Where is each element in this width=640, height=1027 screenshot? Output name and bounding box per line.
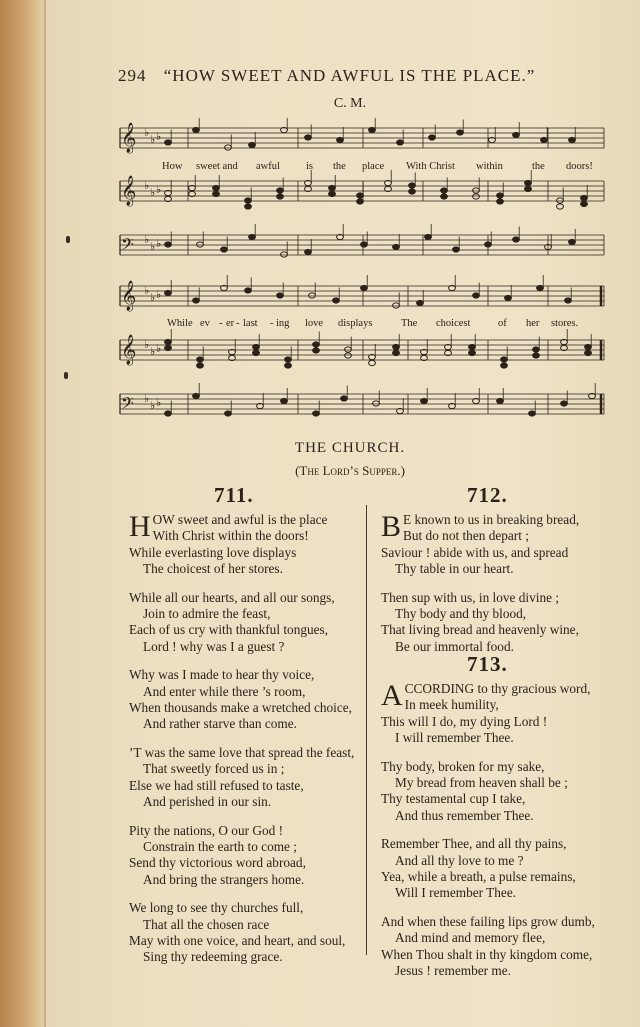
note-head — [429, 135, 436, 140]
verse-line: Else we had still refused to taste, — [129, 777, 304, 793]
note-head — [425, 234, 432, 239]
lyric-syllable: ing — [276, 318, 290, 329]
stanza — [381, 590, 616, 656]
note-head — [277, 188, 284, 193]
note-head — [533, 353, 540, 358]
note-head — [329, 185, 336, 190]
note-head — [225, 145, 232, 150]
flat-icon: ♭ — [150, 345, 156, 358]
note-head — [277, 194, 284, 199]
verse-line: That sweetly forced us in ; — [143, 761, 285, 777]
note-head — [513, 132, 520, 137]
note-head — [249, 142, 256, 147]
flat-icon: ♭ — [156, 396, 162, 409]
note-head — [361, 285, 368, 290]
margin-mark — [66, 236, 70, 243]
treble-clef-icon: 𝄞 — [121, 123, 137, 153]
flat-icon: ♭ — [144, 233, 150, 246]
lyric-syllable: awful — [256, 161, 280, 172]
note-head — [585, 344, 592, 349]
tune-title: “HOW SWEET AND AWFUL IS THE PLACE.” — [163, 66, 536, 85]
note-head — [485, 242, 492, 247]
note-head — [253, 350, 260, 355]
verse-line: I will remember Thee. — [395, 730, 514, 746]
stanza — [129, 823, 359, 889]
lyric-syllable: within — [476, 161, 503, 172]
note-head — [417, 300, 424, 305]
verse-line: Why was I made to hear thy voice, — [129, 667, 315, 683]
meter-label: C. M. — [333, 96, 367, 111]
note-head — [213, 185, 220, 190]
note-head — [281, 398, 288, 403]
note-head — [165, 345, 172, 350]
treble-clef-icon: 𝄞 — [121, 176, 137, 206]
section-title: THE CHURCH. — [294, 440, 406, 456]
verse-line: The choicest of her stores. — [143, 561, 283, 577]
hymn-first-line: ACCORDING to thy gracious word, — [381, 679, 591, 712]
stanza — [129, 667, 359, 733]
note-head — [313, 348, 320, 353]
note-head — [473, 293, 480, 298]
note-head — [245, 204, 252, 209]
lyric-syllable: - — [236, 318, 240, 329]
note-head — [393, 303, 400, 308]
flat-icon: ♭ — [144, 338, 150, 351]
note-head — [197, 357, 204, 362]
note-head — [277, 293, 284, 298]
stanza — [381, 759, 616, 825]
stanza — [381, 528, 616, 577]
verse-line: Thy testamental cup I take, — [381, 791, 526, 807]
hymn-number-711: 711. — [214, 483, 254, 507]
note-head — [193, 393, 200, 398]
flat-icon: ♭ — [156, 130, 162, 143]
verse-line: And rather starve than come. — [143, 716, 297, 732]
verse-line: Will I remember Thee. — [395, 885, 517, 901]
flat-icon: ♭ — [156, 237, 162, 250]
note-head — [165, 140, 172, 145]
stanza — [381, 914, 616, 980]
note-head — [505, 295, 512, 300]
verse-line: We long to see thy churches full, — [129, 900, 304, 916]
verse-line: When Thou shalt in thy kingdom come, — [381, 946, 593, 962]
hymn-first-line: B E known to us in breaking bread, — [381, 510, 580, 543]
margin-mark — [64, 372, 68, 379]
flat-icon: ♭ — [150, 240, 156, 253]
note-head — [561, 401, 568, 406]
note-head — [469, 350, 476, 355]
note-head — [369, 360, 376, 365]
note-head — [285, 363, 292, 368]
drop-cap: H — [129, 510, 151, 543]
flat-icon: ♭ — [156, 183, 162, 196]
note-head — [305, 135, 312, 140]
note-head — [213, 191, 220, 196]
verse-line: And perished in our sin. — [143, 794, 272, 810]
verse-line: In meek humility, — [404, 697, 499, 713]
note-head — [397, 140, 404, 145]
hymn-712-text — [381, 512, 616, 667]
note-head — [249, 234, 256, 239]
note-head — [197, 363, 204, 368]
note-head — [357, 193, 364, 198]
lyric-syllable: the — [333, 161, 346, 172]
note-head — [313, 411, 320, 416]
stanza — [129, 745, 359, 811]
note-head — [281, 252, 288, 257]
flat-icon: ♭ — [144, 284, 150, 297]
note-head — [409, 183, 416, 188]
verse-line: Be our immortal food. — [395, 638, 514, 654]
note-head — [345, 347, 352, 352]
lyric-syllable: - — [219, 318, 223, 329]
note-head — [309, 293, 316, 298]
note-head — [525, 180, 532, 185]
verse-line: Send thy victorious word abroad, — [129, 855, 306, 871]
note-head — [193, 127, 200, 132]
verse-line: Remember Thee, and all thy pains, — [381, 836, 567, 852]
note-head — [421, 398, 428, 403]
lyric-syllable: of — [498, 318, 507, 329]
verse-line: ’T was the same love that spread the feast, — [129, 744, 355, 760]
note-head — [473, 188, 480, 193]
note-head — [513, 237, 520, 242]
note-head — [453, 247, 460, 252]
note-head — [501, 357, 508, 362]
note-head — [585, 350, 592, 355]
stanza — [129, 528, 359, 577]
note-head — [581, 195, 588, 200]
verse-line: Jesus ! remember me. — [395, 963, 511, 979]
verse-line: And when these failing lips grow dumb, — [381, 913, 595, 929]
lyric-syllable: choicest — [436, 318, 471, 329]
verse-line: Sing thy redeeming grace. — [143, 949, 283, 965]
verse-line: And enter while there ’s room, — [143, 683, 306, 699]
flat-icon: ♭ — [150, 133, 156, 146]
lyric-syllable: her — [526, 318, 540, 329]
verse-line: And thus remember Thee. — [395, 807, 534, 823]
note-head — [473, 194, 480, 199]
note-head — [313, 342, 320, 347]
hymn-number-713: 713. — [467, 652, 508, 676]
verse-line: Saviour ! abide with us, and spread — [381, 544, 569, 560]
note-head — [165, 242, 172, 247]
note-head — [529, 411, 536, 416]
note-head — [441, 194, 448, 199]
verse-line: When thousands make a wretched choice, — [129, 700, 353, 716]
section-subtitle: (The Lord’s Supper.) — [295, 463, 405, 478]
flat-icon: ♭ — [144, 392, 150, 405]
bass-clef-icon: 𝄢 — [121, 234, 134, 258]
note-head — [245, 198, 252, 203]
verse-line: Constrain the earth to come ; — [143, 838, 297, 854]
verse-line: With Christ within the doors! — [152, 528, 309, 544]
note-head — [441, 188, 448, 193]
lyric-syllable: How — [162, 161, 183, 172]
bass-clef-icon: 𝄢 — [121, 393, 134, 417]
drop-cap: B — [381, 510, 402, 543]
book-spine — [0, 0, 44, 1027]
verse-line: Join to admire the feast, — [143, 606, 271, 622]
lyric-syllable: sweet and — [196, 161, 238, 172]
flat-icon: ♭ — [156, 288, 162, 301]
verse-line: That living bread and heavenly wine, — [381, 622, 579, 638]
verse-line: This will I do, my dying Lord ! — [381, 713, 548, 729]
verse-line: Thy body, broken for my sake, — [381, 758, 545, 774]
lyric-syllable: place — [362, 161, 385, 172]
verse-line: Yea, while a breath, a pulse remains, — [381, 869, 576, 885]
lyric-syllable: displays — [338, 318, 373, 329]
note-head — [457, 130, 464, 135]
note-head — [373, 401, 380, 406]
note-head — [369, 127, 376, 132]
hymn-711-text — [129, 512, 359, 978]
verse-line: While everlasting love displays — [129, 544, 297, 560]
note-head — [581, 201, 588, 206]
note-head — [341, 396, 348, 401]
hymn-first-line: HOW sweet and awful is the place — [129, 510, 328, 543]
flat-icon: ♭ — [150, 399, 156, 412]
stanza — [129, 590, 359, 656]
note-head — [393, 350, 400, 355]
stanza — [129, 900, 359, 966]
note-head — [165, 411, 172, 416]
treble-clef-icon: 𝄞 — [121, 281, 137, 311]
running-header — [118, 66, 558, 86]
note-head — [557, 204, 564, 209]
note-head — [285, 357, 292, 362]
note-head — [197, 242, 204, 247]
verse-line: Pity the nations, O our God ! — [129, 822, 284, 838]
verse-line: May with one voice, and heart, and soul, — [129, 932, 346, 948]
note-head — [565, 298, 572, 303]
note-head — [165, 339, 172, 344]
flat-icon: ♭ — [150, 186, 156, 199]
verse-line: While all our hearts, and all our songs, — [129, 589, 335, 605]
note-head — [337, 137, 344, 142]
verse-line: And bring the strangers home. — [143, 871, 305, 887]
lyric-syllable: The — [401, 318, 418, 329]
hymn-number-712: 712. — [467, 483, 508, 507]
note-head — [501, 363, 508, 368]
lyric-syllable: With Christ — [406, 161, 455, 172]
verse-line: And mind and memory flee, — [395, 930, 546, 946]
note-head — [165, 290, 172, 295]
page-number: 294 — [118, 66, 147, 85]
lyric-syllable: doors! — [566, 161, 593, 172]
note-head — [497, 398, 504, 403]
lyric-syllable: last — [243, 318, 258, 329]
note-head — [193, 298, 200, 303]
verse-line: Thy body and thy blood, — [395, 606, 527, 622]
verse-line: That all the chosen race — [143, 916, 270, 932]
note-head — [393, 344, 400, 349]
drop-cap: A — [381, 679, 403, 712]
column-divider — [366, 505, 367, 955]
verse-line: Lord ! why was I a guest ? — [143, 638, 285, 654]
flat-icon: ♭ — [156, 342, 162, 355]
verse-line: Each of us cry with thankful tongues, — [129, 622, 329, 638]
note-head — [361, 242, 368, 247]
stanza — [381, 697, 616, 746]
note-head — [357, 199, 364, 204]
note-head — [393, 244, 400, 249]
note-head — [497, 199, 504, 204]
note-head — [345, 353, 352, 358]
lyric-syllable: the — [532, 161, 545, 172]
note-head — [541, 137, 548, 142]
note-head — [329, 191, 336, 196]
note-head — [221, 247, 228, 252]
verse-line: But do not then depart ; — [403, 528, 529, 544]
verse-line: Then sup with us, in love divine ; — [381, 589, 560, 605]
note-head — [497, 193, 504, 198]
note-head — [533, 347, 540, 352]
lyric-syllable: stores. — [551, 318, 579, 329]
flat-icon: ♭ — [144, 179, 150, 192]
note-head — [225, 411, 232, 416]
lyric-syllable: is — [306, 161, 314, 172]
note-head — [569, 137, 576, 142]
note-head — [245, 288, 252, 293]
treble-clef-icon: 𝄞 — [121, 335, 137, 365]
lyric-syllable: - — [270, 318, 274, 329]
verse-line: Thy table in our heart. — [395, 561, 514, 577]
note-head — [253, 344, 260, 349]
stanza — [381, 836, 616, 902]
verse-line: And all thy love to me ? — [395, 852, 524, 868]
note-head — [409, 189, 416, 194]
lyric-syllable: ev — [200, 318, 210, 329]
note-head — [557, 198, 564, 203]
note-head — [525, 186, 532, 191]
note-head — [469, 344, 476, 349]
note-head — [537, 285, 544, 290]
hymn-713-text — [381, 681, 616, 992]
note-head — [569, 239, 576, 244]
lyric-syllable: While — [167, 318, 193, 329]
verse-line: My bread from heaven shall be ; — [395, 775, 568, 791]
lyric-syllable: love — [305, 318, 324, 329]
flat-icon: ♭ — [150, 291, 156, 304]
lyric-syllable: er — [226, 318, 235, 329]
note-head — [333, 298, 340, 303]
flat-icon: ♭ — [144, 126, 150, 139]
note-head — [305, 249, 312, 254]
